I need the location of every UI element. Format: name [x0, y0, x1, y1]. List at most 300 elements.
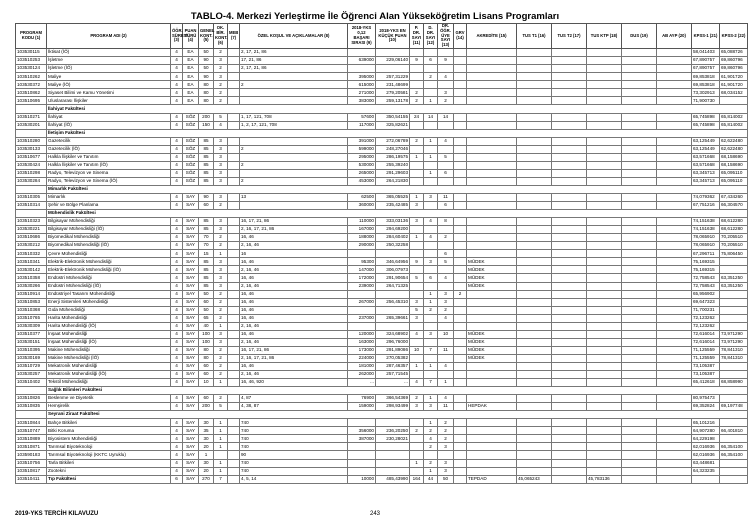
table-cell: 4	[410, 379, 424, 387]
table-cell	[622, 338, 657, 346]
table-cell: 4, 87	[240, 395, 348, 403]
table-cell: 90	[199, 73, 214, 81]
table-cell	[467, 121, 517, 129]
table-cell: 90	[199, 57, 214, 65]
table-cell: MÜDEK	[467, 266, 517, 274]
table-row	[16, 322, 748, 330]
faculty-row	[16, 210, 748, 218]
table-cell	[438, 49, 454, 57]
table-cell: 16, 17, 21, 86	[240, 218, 348, 226]
table-cell	[438, 282, 454, 290]
table-cell	[228, 395, 240, 403]
table-cell: 4	[171, 242, 183, 250]
table-cell: 2, 16, 17, 21, 86	[240, 354, 348, 362]
program-name: Şehir ve Bölge Planlama	[47, 202, 171, 210]
table-cell	[552, 459, 587, 467]
table-cell: 6	[438, 250, 454, 258]
table-row	[16, 226, 748, 234]
table-cell	[517, 282, 552, 290]
table-cell	[622, 250, 657, 258]
table-cell	[424, 226, 438, 234]
table-cell	[410, 435, 424, 443]
table-cell	[587, 467, 622, 475]
table-cell: 73,971290	[720, 330, 748, 338]
table-row	[16, 403, 748, 411]
table-cell: 3	[438, 467, 454, 475]
table-cell: 3	[214, 153, 228, 161]
table-cell: 265,39661	[376, 314, 410, 322]
table-cell	[657, 419, 692, 427]
table-cell	[552, 395, 587, 403]
table-cell	[622, 395, 657, 403]
table-cell: 72,758543	[692, 274, 720, 282]
table-cell: 4	[171, 459, 183, 467]
table-cell	[438, 226, 454, 234]
table-cell	[410, 242, 424, 250]
table-cell	[424, 202, 438, 210]
table-cell: 1	[199, 451, 214, 459]
table-cell: 66,354100	[720, 443, 748, 451]
table-cell: 2	[214, 97, 228, 105]
table-cell	[240, 169, 348, 177]
table-cell: 120000	[348, 330, 376, 338]
table-cell	[467, 137, 517, 145]
table-cell	[657, 145, 692, 153]
table-cell: 3	[438, 89, 454, 97]
table-cell	[720, 322, 748, 330]
programs-table	[15, 23, 748, 484]
program-code: 103510411	[16, 475, 47, 483]
table-row	[16, 73, 748, 81]
program-name: Elektrik-Elektronik Mühendisliği	[47, 258, 171, 266]
table-cell	[657, 371, 692, 379]
table-cell	[622, 314, 657, 322]
table-cell	[552, 73, 587, 81]
table-cell: 69,647323	[692, 298, 720, 306]
program-code: 103530133	[16, 145, 47, 153]
table-cell: 1	[424, 169, 438, 177]
table-cell: 1	[424, 419, 438, 427]
program-name: Hemşirelik	[47, 403, 171, 411]
program-code: 103530284	[16, 177, 47, 185]
table-cell	[348, 451, 376, 459]
table-cell: SAY	[183, 322, 199, 330]
table-cell	[622, 113, 657, 121]
program-name: Makine Mühendisliği	[47, 346, 171, 354]
table-cell: 85	[199, 177, 214, 185]
table-cell	[228, 371, 240, 379]
table-cell: 90	[199, 193, 214, 201]
table-cell: 65,095110	[720, 169, 748, 177]
table-cell	[517, 314, 552, 322]
table-cell: 2	[240, 177, 348, 185]
table-row	[16, 137, 748, 145]
table-cell	[376, 290, 410, 298]
table-cell	[587, 81, 622, 89]
table-cell	[467, 49, 517, 57]
table-cell: SAY	[183, 290, 199, 298]
program-code: 103510853	[16, 298, 47, 306]
column-header: DUS (19)	[622, 24, 657, 49]
table-cell	[720, 258, 748, 266]
table-cell: 20	[199, 443, 214, 451]
table-cell: MÜDEK	[467, 282, 517, 290]
table-cell: 3	[214, 266, 228, 274]
table-cell: 2	[214, 298, 228, 306]
table-cell	[454, 234, 467, 242]
table-cell	[348, 443, 376, 451]
table-cell	[622, 258, 657, 266]
table-row	[16, 298, 748, 306]
table-cell	[454, 298, 467, 306]
table-cell: 67,890757	[692, 65, 720, 73]
table-cell	[228, 49, 240, 57]
table-cell	[587, 298, 622, 306]
table-cell	[517, 403, 552, 411]
table-row	[16, 161, 748, 169]
table-cell	[410, 354, 424, 362]
table-cell: 11	[438, 403, 454, 411]
table-cell	[587, 306, 622, 314]
table-cell	[467, 459, 517, 467]
table-cell: 85	[199, 218, 214, 226]
table-cell: 100	[199, 330, 214, 338]
table-cell: 15	[199, 250, 214, 258]
program-code: 103510765	[16, 314, 47, 322]
table-cell: 4	[171, 161, 183, 169]
table-cell	[587, 435, 622, 443]
table-cell: SAY	[183, 314, 199, 322]
table-cell: TEPDAD	[467, 475, 517, 483]
table-cell: 7	[424, 346, 438, 354]
table-cell	[587, 57, 622, 65]
table-cell: 4	[171, 330, 183, 338]
table-cell: 4	[410, 330, 424, 338]
program-code: 103530169	[16, 354, 47, 362]
faculty-spacer	[16, 387, 47, 395]
table-cell	[410, 73, 424, 81]
table-cell: 4	[171, 153, 183, 161]
table-cell: 30	[199, 419, 214, 427]
table-cell	[240, 137, 348, 145]
table-cell: 2	[240, 81, 348, 89]
table-cell: 80,975473	[692, 395, 720, 403]
table-cell: SÖZ	[183, 169, 199, 177]
table-cell: 2	[214, 314, 228, 322]
table-cell: 4	[171, 298, 183, 306]
table-cell: 50	[199, 49, 214, 57]
table-cell: 256,45310	[376, 298, 410, 306]
table-cell: 74,079362	[692, 193, 720, 201]
table-cell	[424, 266, 438, 274]
faculty-row	[16, 129, 748, 137]
table-cell	[552, 193, 587, 201]
table-cell	[228, 451, 240, 459]
table-cell: 5	[214, 113, 228, 121]
column-header: KPSS-2 (22)	[720, 24, 748, 49]
program-name: Siyaset Bilimi ve Kamu Yönetimi	[47, 89, 171, 97]
table-cell	[587, 379, 622, 387]
table-cell: SAY	[183, 266, 199, 274]
table-cell: 272,06789	[376, 137, 410, 145]
table-cell	[228, 145, 240, 153]
table-row	[16, 282, 748, 290]
table-cell	[240, 202, 348, 210]
table-cell	[348, 65, 376, 73]
table-cell: 236,20250	[376, 427, 410, 435]
table-cell	[228, 298, 240, 306]
table-cell: 2	[214, 234, 228, 242]
table-cell	[587, 338, 622, 346]
table-cell	[228, 218, 240, 226]
column-header: OK. BİR. KONT. (6)	[214, 24, 228, 49]
table-cell: 4	[171, 379, 183, 387]
table-cell: SAY	[183, 443, 199, 451]
table-cell	[657, 81, 692, 89]
table-cell	[657, 153, 692, 161]
table-cell	[517, 338, 552, 346]
table-cell	[228, 258, 240, 266]
program-name: Tekstil Mühendisliği	[47, 379, 171, 387]
table-row	[16, 346, 748, 354]
table-row	[16, 338, 748, 346]
table-cell	[410, 81, 424, 89]
program-code: 103530212	[16, 242, 47, 250]
table-cell	[424, 314, 438, 322]
table-cell	[228, 475, 240, 483]
table-cell	[454, 306, 467, 314]
table-cell	[228, 226, 240, 234]
table-cell: 85	[199, 153, 214, 161]
table-cell	[552, 97, 587, 105]
table-cell: 325,82621	[376, 121, 410, 129]
table-cell	[438, 81, 454, 89]
program-code: 103510305	[16, 193, 47, 201]
table-cell	[587, 177, 622, 185]
table-cell: 117000	[348, 121, 376, 129]
table-cell: 16, 17, 21, 86	[240, 346, 348, 354]
table-cell	[454, 282, 467, 290]
table-cell	[228, 274, 240, 282]
table-row	[16, 153, 748, 161]
table-cell	[228, 169, 240, 177]
table-cell: 63,351250	[720, 274, 748, 282]
program-code: 103510835	[16, 403, 47, 411]
program-name: İlahiyat	[47, 113, 171, 121]
table-cell: 85	[199, 169, 214, 177]
program-code: 103510358	[16, 274, 47, 282]
table-cell: 5	[438, 258, 454, 266]
table-cell	[438, 354, 454, 362]
table-cell	[228, 153, 240, 161]
table-cell	[587, 73, 622, 81]
table-cell	[517, 145, 552, 153]
table-cell	[467, 97, 517, 105]
program-name: İlahiyat (İÖ)	[47, 121, 171, 129]
program-name: Halkla İlişkiler ve Tanıtım	[47, 153, 171, 161]
table-cell: 63,571668	[692, 153, 720, 161]
table-row	[16, 97, 748, 105]
table-cell	[228, 177, 240, 185]
table-cell: 58,041403	[692, 49, 720, 57]
table-cell: 4	[438, 137, 454, 145]
program-code: 103510341	[16, 258, 47, 266]
table-cell: 230,28021	[376, 435, 410, 443]
table-cell: 2, 16, 46	[240, 242, 348, 250]
table-cell	[657, 298, 692, 306]
program-name: Endüstri Mühendisliği (İÖ)	[47, 282, 171, 290]
table-cell	[228, 161, 240, 169]
table-cell: 4	[171, 395, 183, 403]
program-code: 103510368	[16, 306, 47, 314]
page-title: TABLO-4. Merkezi Yerleştirme İle Öğrenci Alan Yükseköğretim Lisans Programları	[190, 11, 560, 22]
table-cell: 65,088726	[720, 49, 748, 57]
table-cell	[410, 177, 424, 185]
table-cell: 45,065243	[517, 475, 552, 483]
table-cell	[228, 427, 240, 435]
table-cell	[587, 250, 622, 258]
table-cell	[622, 475, 657, 483]
table-cell: 71,700231	[692, 306, 720, 314]
table-cell	[622, 49, 657, 57]
faculty-spacer	[16, 105, 47, 113]
table-cell: 4	[171, 451, 183, 459]
table-cell: SÖZ	[183, 177, 199, 185]
table-cell: 1	[424, 137, 438, 145]
table-cell	[657, 121, 692, 129]
table-cell: 270,05382	[376, 354, 410, 362]
column-header: ÖZEL KOŞUL VE AÇIKLAMALAR (8)	[240, 24, 348, 49]
table-cell	[587, 193, 622, 201]
table-cell: SAY	[183, 218, 199, 226]
table-cell: 24	[410, 113, 424, 121]
table-cell: 45,783136	[587, 475, 622, 483]
table-cell: SAY	[183, 250, 199, 258]
table-cell	[228, 314, 240, 322]
table-cell: EA	[183, 89, 199, 97]
table-cell: 64,907280	[692, 427, 720, 435]
table-cell	[454, 395, 467, 403]
table-cell: 1	[424, 467, 438, 475]
table-cell: 229,06140	[376, 57, 410, 65]
column-header: KPSS-1 (21)	[692, 24, 720, 49]
table-cell: 1	[410, 459, 424, 467]
table-cell: MÜDEK	[467, 346, 517, 354]
table-cell: 65	[199, 314, 214, 322]
table-cell: 2	[410, 137, 424, 145]
table-cell	[410, 226, 424, 234]
table-cell	[720, 362, 748, 370]
table-row	[16, 330, 748, 338]
table-cell	[657, 65, 692, 73]
column-header: ÖĞR. SÜRESİ (3)	[171, 24, 183, 49]
column-header: PUAN TÜRÜ (4)	[183, 24, 199, 49]
program-code: 103510686	[16, 234, 47, 242]
table-cell	[228, 443, 240, 451]
table-cell: 62,622480	[720, 145, 748, 153]
table-cell	[622, 234, 657, 242]
table-cell: 63,125449	[692, 137, 720, 145]
table-cell: 14	[424, 113, 438, 121]
table-cell: 6	[438, 202, 454, 210]
table-cell: 1	[214, 419, 228, 427]
table-cell: 5	[410, 274, 424, 282]
table-cell: 2	[214, 290, 228, 298]
program-code: 103510862	[16, 89, 47, 97]
table-cell	[454, 57, 467, 65]
table-cell	[657, 282, 692, 290]
table-cell	[657, 193, 692, 201]
table-cell: 17, 21, 86	[240, 57, 348, 65]
table-cell: 2, 16, 17, 21, 86	[240, 226, 348, 234]
table-cell	[454, 362, 467, 370]
table-cell: SAY	[183, 459, 199, 467]
table-cell: 2	[424, 459, 438, 467]
table-cell	[467, 371, 517, 379]
table-cell: 4	[171, 266, 183, 274]
table-cell	[587, 89, 622, 97]
program-code: 103510729	[16, 362, 47, 370]
table-cell	[228, 330, 240, 338]
table-cell	[622, 306, 657, 314]
table-cell	[376, 49, 410, 57]
table-cell: 231,48699	[376, 81, 410, 89]
table-cell	[410, 290, 424, 298]
column-header: 2018-YKS 0,12 BAŞARI SIRASI (9)	[348, 24, 376, 49]
program-code: 103510395	[16, 346, 47, 354]
table-cell	[622, 443, 657, 451]
table-cell	[720, 306, 748, 314]
table-cell: 4	[171, 362, 183, 370]
table-cell: 4	[171, 81, 183, 89]
table-row	[16, 218, 748, 226]
table-cell	[438, 322, 454, 330]
table-cell: 68,612280	[720, 218, 748, 226]
column-header: AB AYP (20)	[657, 24, 692, 49]
table-cell: 50	[199, 306, 214, 314]
table-cell: 2	[214, 362, 228, 370]
table-cell: 3	[214, 57, 228, 65]
table-cell: 1	[424, 298, 438, 306]
table-cell: 740	[240, 443, 348, 451]
table-cell: 287,46357	[376, 362, 410, 370]
table-cell: 383000	[348, 97, 376, 105]
table-cell: 4	[424, 218, 438, 226]
table-cell: 4	[171, 145, 183, 153]
table-cell	[657, 354, 692, 362]
table-cell	[454, 81, 467, 89]
table-cell: 4	[171, 290, 183, 298]
table-cell	[228, 306, 240, 314]
program-name: Makine Mühendisliği (İÖ)	[47, 354, 171, 362]
table-cell	[517, 451, 552, 459]
table-row	[16, 459, 748, 467]
table-cell	[410, 121, 424, 129]
table-row	[16, 419, 748, 427]
table-cell	[622, 137, 657, 145]
table-row	[16, 443, 748, 451]
table-cell: MÜDEK	[467, 258, 517, 266]
table-cell	[454, 427, 467, 435]
program-name: Harita Mühendisliği	[47, 314, 171, 322]
table-cell: 5	[438, 153, 454, 161]
table-cell	[622, 73, 657, 81]
table-cell: 75,169315	[692, 258, 720, 266]
table-cell: 3	[438, 443, 454, 451]
table-header-row	[16, 24, 748, 49]
table-cell: 62500	[348, 193, 376, 201]
table-cell	[410, 145, 424, 153]
